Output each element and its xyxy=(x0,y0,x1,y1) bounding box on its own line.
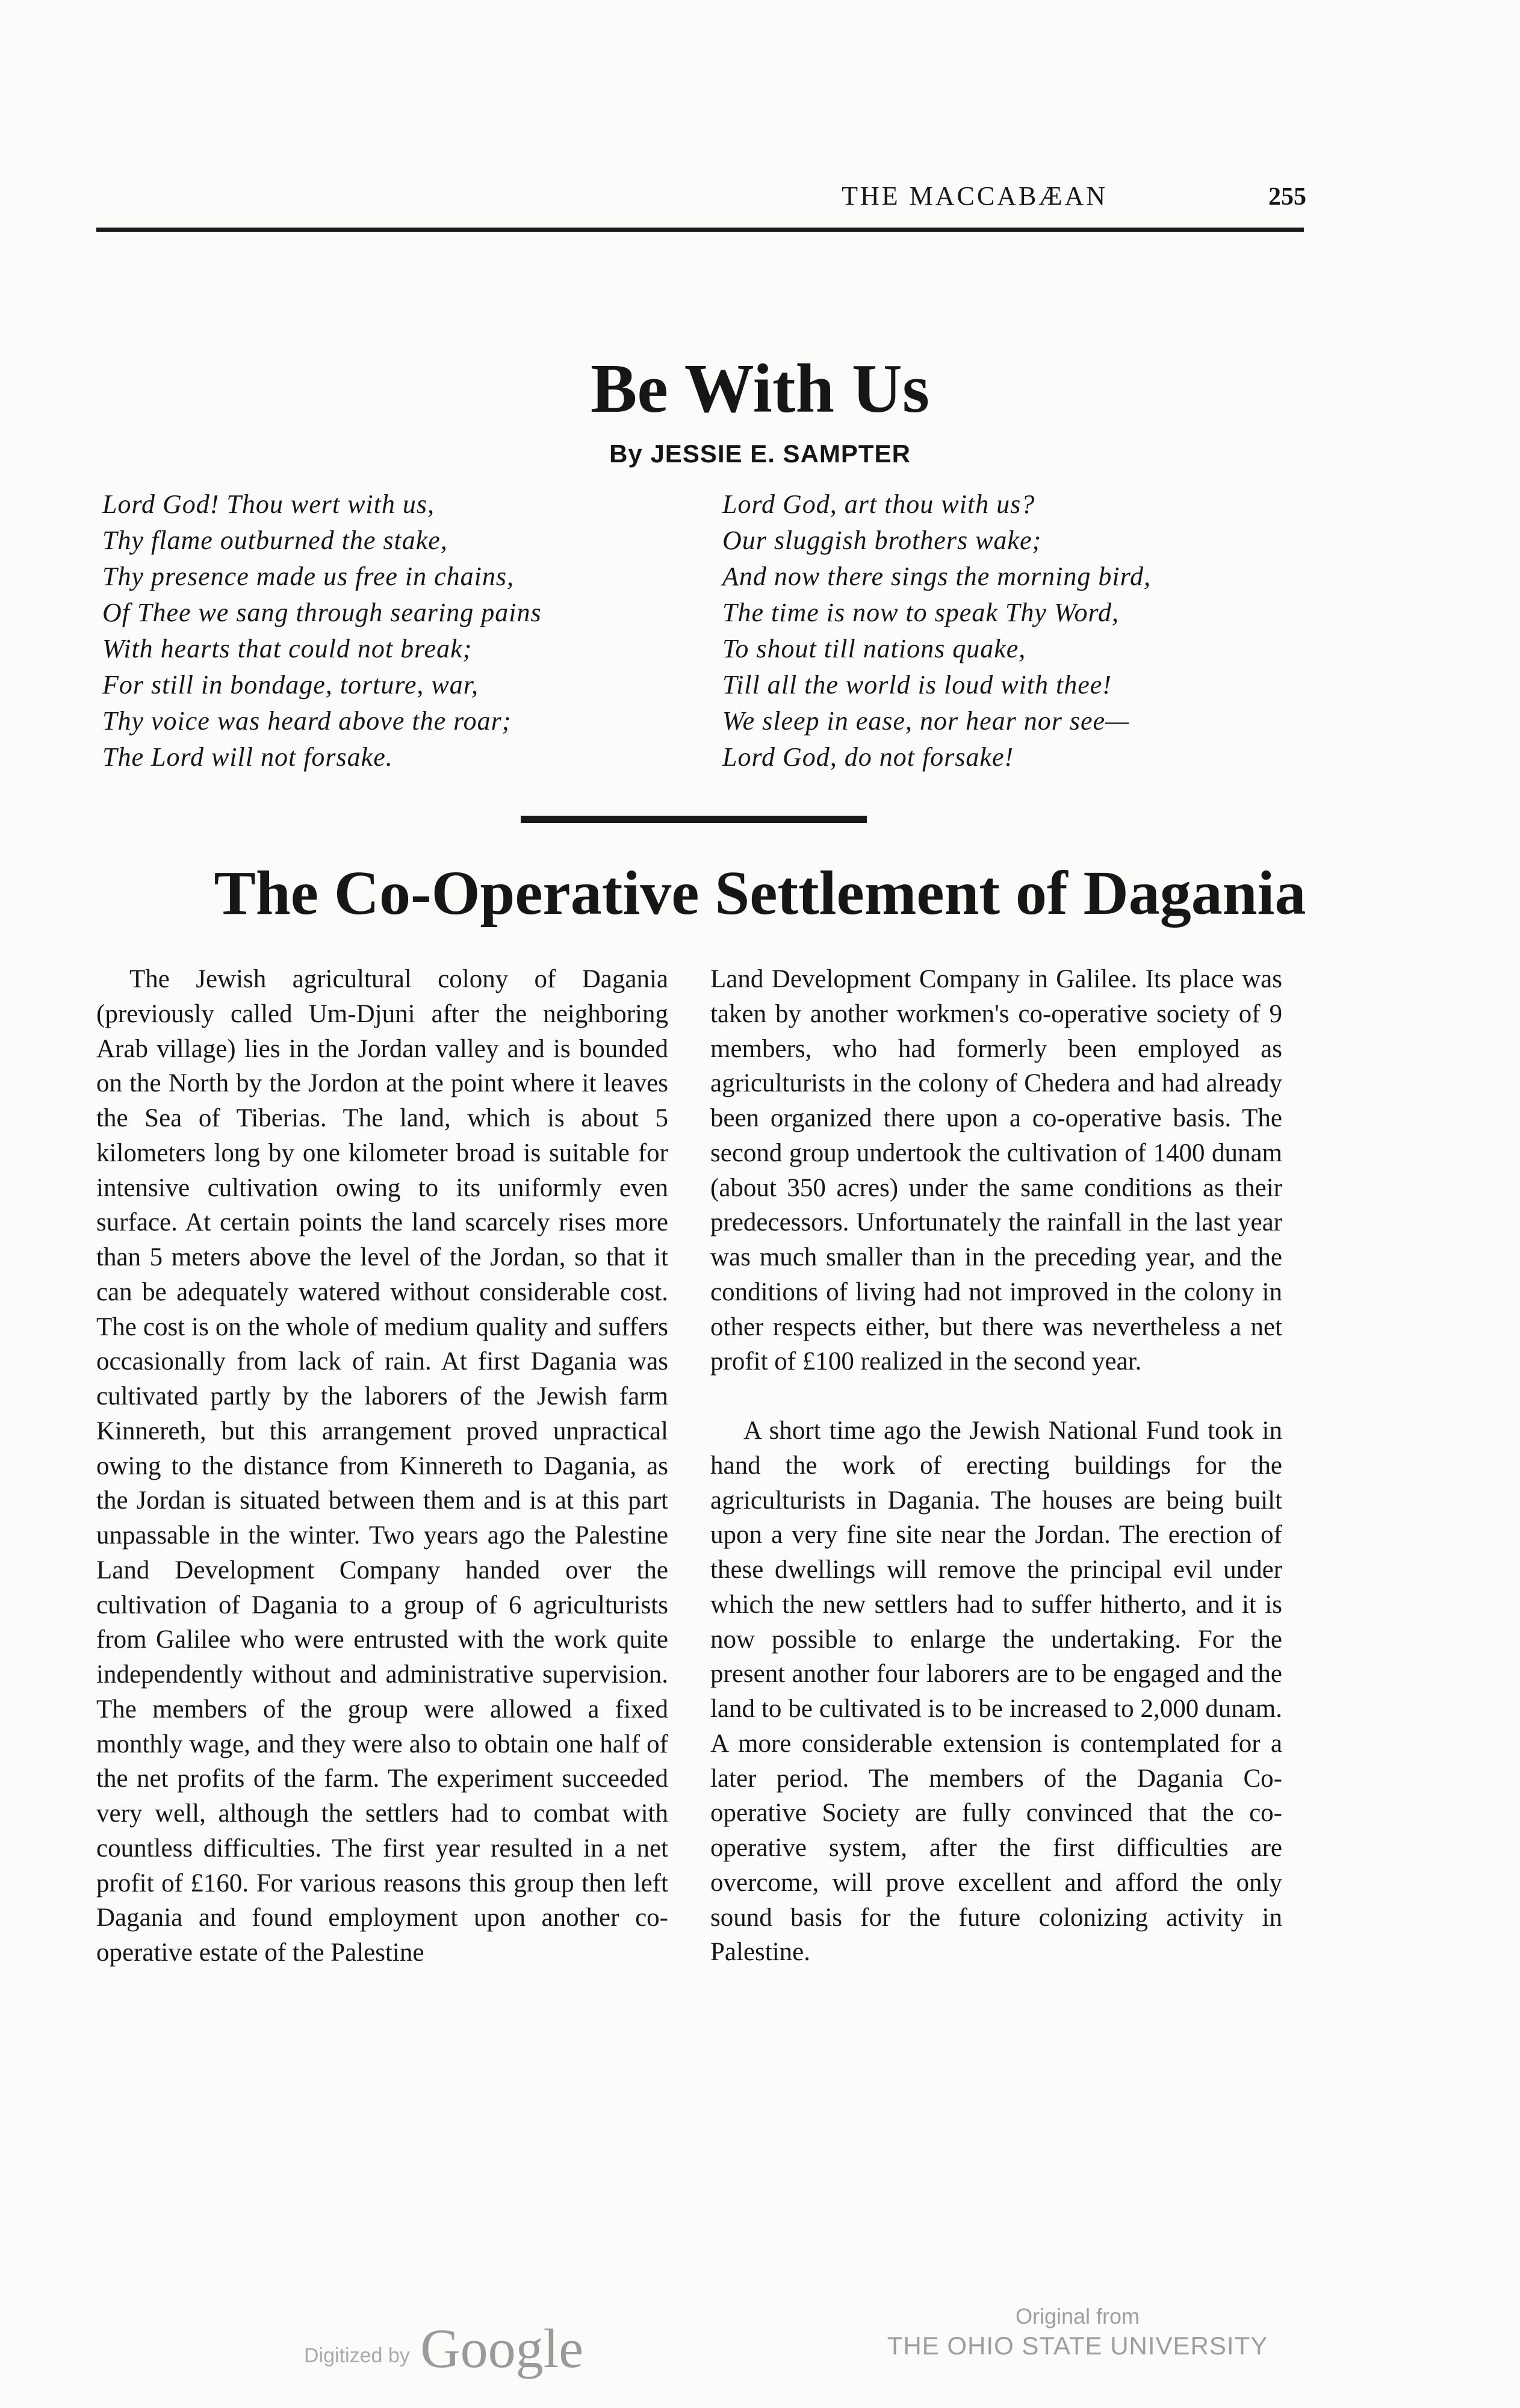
poem-line: Of Thee we sang through searing pains xyxy=(102,598,542,627)
digitized-by-credit xyxy=(304,2316,583,2380)
poem-line: For still in bondage, torture, war, xyxy=(102,670,479,700)
section-divider xyxy=(521,816,867,823)
header-rule xyxy=(96,228,1304,232)
poem-line: Till all the world is loud with thee! xyxy=(722,670,1112,700)
poem-line: Lord God, do not forsake! xyxy=(722,742,1014,772)
poem-line: The time is now to speak Thy Word, xyxy=(722,598,1119,627)
article-paragraph: Land Development Company in Galilee. Its place was taken by another workmen's co-operative society of 9 members, who had formerly been employed as agriculturists in the colony of Chedera and had already been organized there upon a co-operative basis. The second group undertook the cultivation of 1400 dunam (about 350 acres) under the same conditions as their predecessors. Unfortunately the rainfall in the last year was much smaller than in the preceding year, and the conditions of living had not improved in the colony in other respects either, but there was nevertheless a net profit of £100 realized in the second year. xyxy=(710,965,1282,1376)
article-column-right xyxy=(710,962,1282,1970)
poem-line: Thy flame outburned the stake, xyxy=(102,526,448,555)
poem-byline: By JESSIE E. SAMPTER xyxy=(609,439,911,468)
poem-line: Our sluggish brothers wake; xyxy=(722,526,1042,555)
poem-stanza-left xyxy=(102,486,680,775)
poem-stanza-right xyxy=(722,486,1300,775)
article-column-left xyxy=(96,962,668,1970)
poem-title: Be With Us xyxy=(591,350,929,427)
page-number: 255 xyxy=(1268,183,1306,211)
article-paragraph: A short time ago the Jewish National Fund took in hand the work of erecting buildings for the agriculturists in Dagania. The houses are being built upon a very fine site near the Jordan. The erection of these dwellings will remove the principal evil under which the new settlers had to suffer hitherto, and it is now possible to enlarge the undertaking. For the present another four laborers are to be engaged and the land to be cultivated is to be increased to 2,000 dunam. A more considerable extension is contemplated for a later period. The members of the Dagania Co-operative Society are fully convinced that the co-operative system, after the first difficulties are overcome, will prove excellent and afford the only sound basis for the future colonizing activity in Palestine. xyxy=(710,1417,1282,1967)
article-title: The Co-Operative Settlement of Dagania xyxy=(214,858,1306,928)
poem-line: With hearts that could not break; xyxy=(102,634,473,663)
poem-line: We sleep in ease, nor hear nor see— xyxy=(722,706,1130,736)
article-paragraph: The Jewish agricultural colony of Dagania (previously called Um-Djuni after the neighboring Arab village) lies in the Jordan valley and is bounded on the North by the Jordon at the point where it leaves the Sea of Tiberias. The land, which is about 5 kilometers long by one kilometer broad is suitable for intensive cultivation owing to its uniformly even surface. At certain points the land scarcely rises more than 5 meters above the level of the Jordan, so that it can be adequately watered without considerable cost. The cost is on the whole of medium quality and suffers occasionally from lack of rain. At first Dagania was cultivated partly by the laborers of the Jewish farm Kinnereth, but this arrangement proved unpractical owing to the distance from Kinnereth to Dagania, as the Jordan is situated between them and is at this part unpassable in the winter. Two years ago the Palestine Land Development Company handed over the cultivation of Dagania to a group of 6 agriculturists from Galilee who were entrusted with the work quite independently without and administrative supervision. The members of the group were allowed a fixed monthly wage, and they were also to obtain one half of the net profits of the farm. The experiment succeeded very well, although the settlers had to combat with countless difficulties. The first year resulted in a net profit of £160. For various reasons this group then left Dagania and found employment upon another co-operative estate of the Palestine xyxy=(96,965,668,1967)
poem-line: Lord God, art thou with us? xyxy=(722,489,1035,519)
poem-line: And now there sings the morning bird, xyxy=(722,562,1152,591)
digitized-by-label: Digitized by xyxy=(304,2344,410,2367)
poem-line: To shout till nations quake, xyxy=(722,634,1026,663)
original-from-label: Original from xyxy=(1015,2304,1140,2329)
source-credit xyxy=(861,2303,1294,2362)
running-title: THE MACCABÆAN xyxy=(842,181,1108,211)
google-logo: Google xyxy=(420,2318,584,2379)
poem-line: The Lord will not forsake. xyxy=(102,742,393,772)
institution-name: THE OHIO STATE UNIVERSITY xyxy=(887,2332,1268,2360)
poem-line: Lord God! Thou wert with us, xyxy=(102,489,435,519)
poem-line: Thy voice was heard above the roar; xyxy=(102,706,512,736)
poem-line: Thy presence made us free in chains, xyxy=(102,562,515,591)
